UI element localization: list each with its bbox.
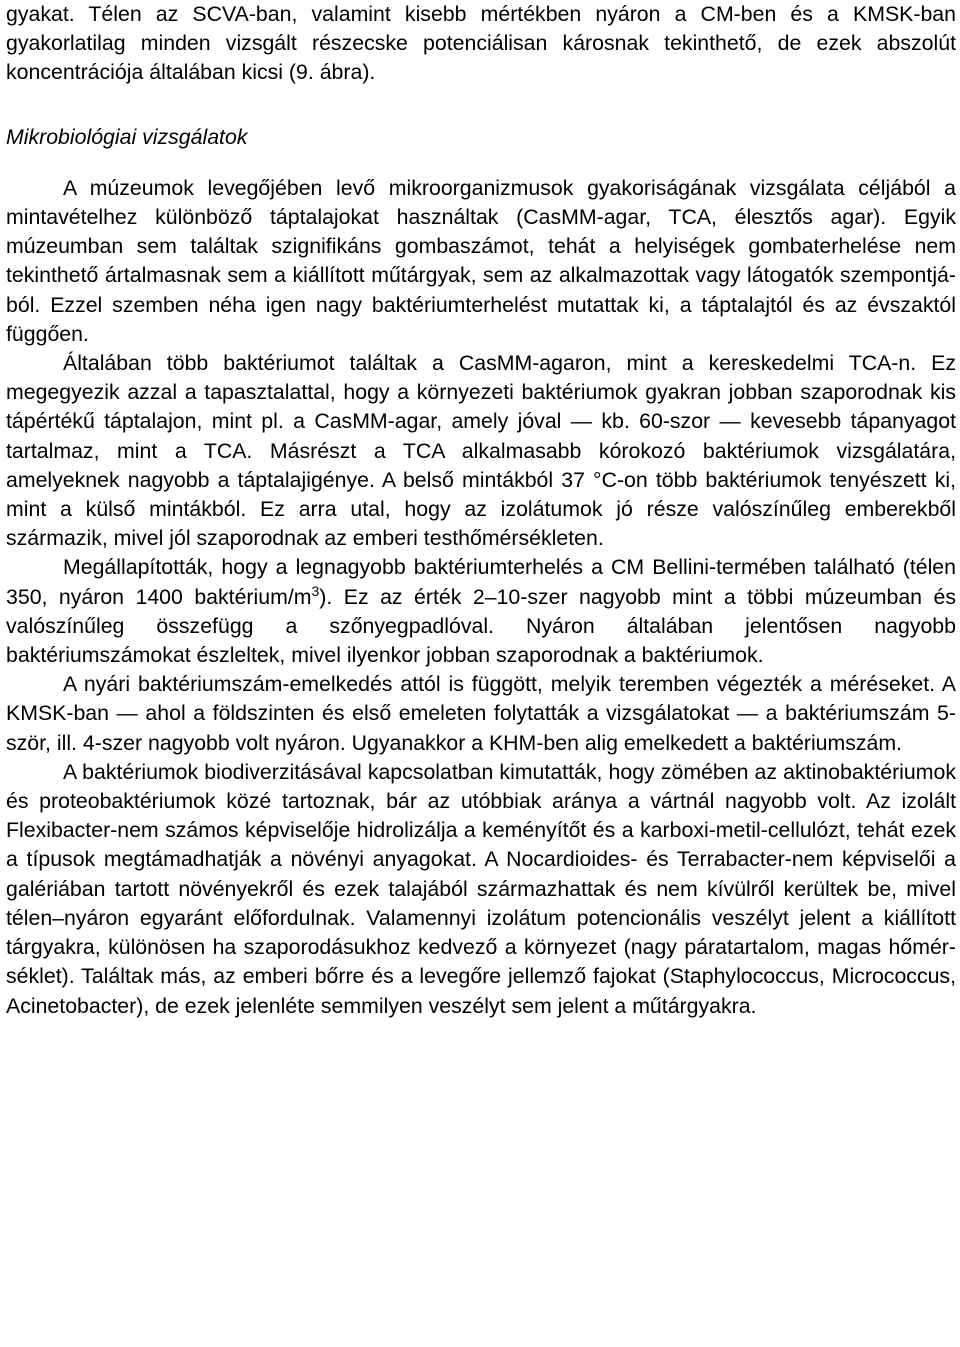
paragraph-bellini-text-a: Megállapították, hogy a legnagyobb baktériumterhelés a CM Bellini-termében található (télen 350, nyáron 1400 baktérium/m (6, 555, 956, 609)
paragraph-intro: gyakat. Télen az SCVA-ban, valamint kisebb mértékben nyáron a CM-ben és a KMSK-ban gyakorlatilag minden vizsgált részecske potenciálisan károsnak tekinthető, de ezek abszolút koncentrációja általában kicsi (9. ábra). (6, 2, 956, 85)
paragraph-bellini-text-b: ). Ez az érték 2–10-szer nagyobb mint a többi múzeumban és valószínűleg összefügg a szőnyegpadlóval. Nyáron általában jelentősen nagyobb baktériumszámokat észleltek, mivel ilyenkor jobban szaporodnak a baktériumok. (6, 584, 956, 668)
section-heading: Mikrobiológiai vizsgálatok (6, 124, 248, 149)
paragraph-bellini-hall (6, 553, 956, 670)
document-page (6, 0, 956, 1021)
paragraph-biodiversity: A baktériumok biodiverzitásával kapcsolatban kimutatták, hogy zömében az aktinobaktériumok és proteobaktériumok közé tartoznak, bár az utóbbiak aránya a vártnál nagyobb volt. Az izolált Flexibacter-nem számos képviselője hidrolizálja a keményítőt és a karboxi-metil-cellulózt, tehát ezek a típusok megtámadhatják a növényi anyagokat. A Nocardioides- és Terrabacter-nem képviselői a galériában tartott növényekről és ezek talajából származhattak és nem kívülről kerültek be, mivel télen–nyáron egyaránt előfordulnak. Valamennyi izolátum potencionális veszélyt jelent a kiállított tárgyakra, különösen ha szaporodásukhoz kedvező a környezet (nagy páratartalom, magas hőmérséklet). Találtak más, az emberi bőrre és a levegőre jellemző fajokat (Staphylococcus, Micrococcus, Acinetobacter), de ezek jelenléte semmilyen veszélyt sem jelent a műtárgyakra. (6, 759, 956, 1018)
paragraph-casmm-agar: Általában több baktériumot találtak a CasMM-agaron, mint a kereskedelmi TCA-n. Ez megegyezik azzal a tapasztalattal, hogy a környezeti baktériumok gyakran jobban szaporodnak kis tápértékű táptalajon, mint pl. a CasMM-agar, amely jóval — kb. 60-szor — kevesebb tápanyagot tartalmaz, mint a TCA. Másrészt a TCA alkalmasabb kórokozó baktériumok vizsgálatára, amelyeknek nagyobb a táptalajigénye. A belső mintákból 37 °C-on több baktériumok tenyészett ki, mint a külső mintákból. Ez arra utal, hogy az izolátumok jó része valószínűleg emberekből származik, mivel jól szaporodnak az emberi testhőmérsékleten. (6, 351, 956, 551)
superscript-cubed: 3 (311, 582, 320, 599)
paragraph-summer-increase: A nyári baktériumszám-emelkedés attól is függött, melyik teremben végezték a méréseket. A KMSK-ban — ahol a földszinten és első emeleten folytatták a vizsgálatokat — a baktériumszám 5-ször, ill. 4-szer nagyobb volt nyáron. Ugyanakkor a KHM-ben alig emelkedett a baktériumszám. (6, 672, 956, 755)
paragraph-museum-air: A múzeumok levegőjében levő mikroorganizmusok gyakoriságának vizsgálata céljából a mintavételhez különböző táptalajokat használtak (CasMM-agar, TCA, élesztős agar). Egyik múzeumban sem találtak szignifikáns gombaszámot, tehát a helyiségek gombaterhelése nem tekinthető ártalmasnak sem a kiállított műtárgyak, sem az alkalmazottak vagy látogatók szempontjából. Ezzel szemben néha igen nagy baktériumterhelést mutattak ki, a táptalajtól és az évszaktól függően. (6, 175, 956, 346)
